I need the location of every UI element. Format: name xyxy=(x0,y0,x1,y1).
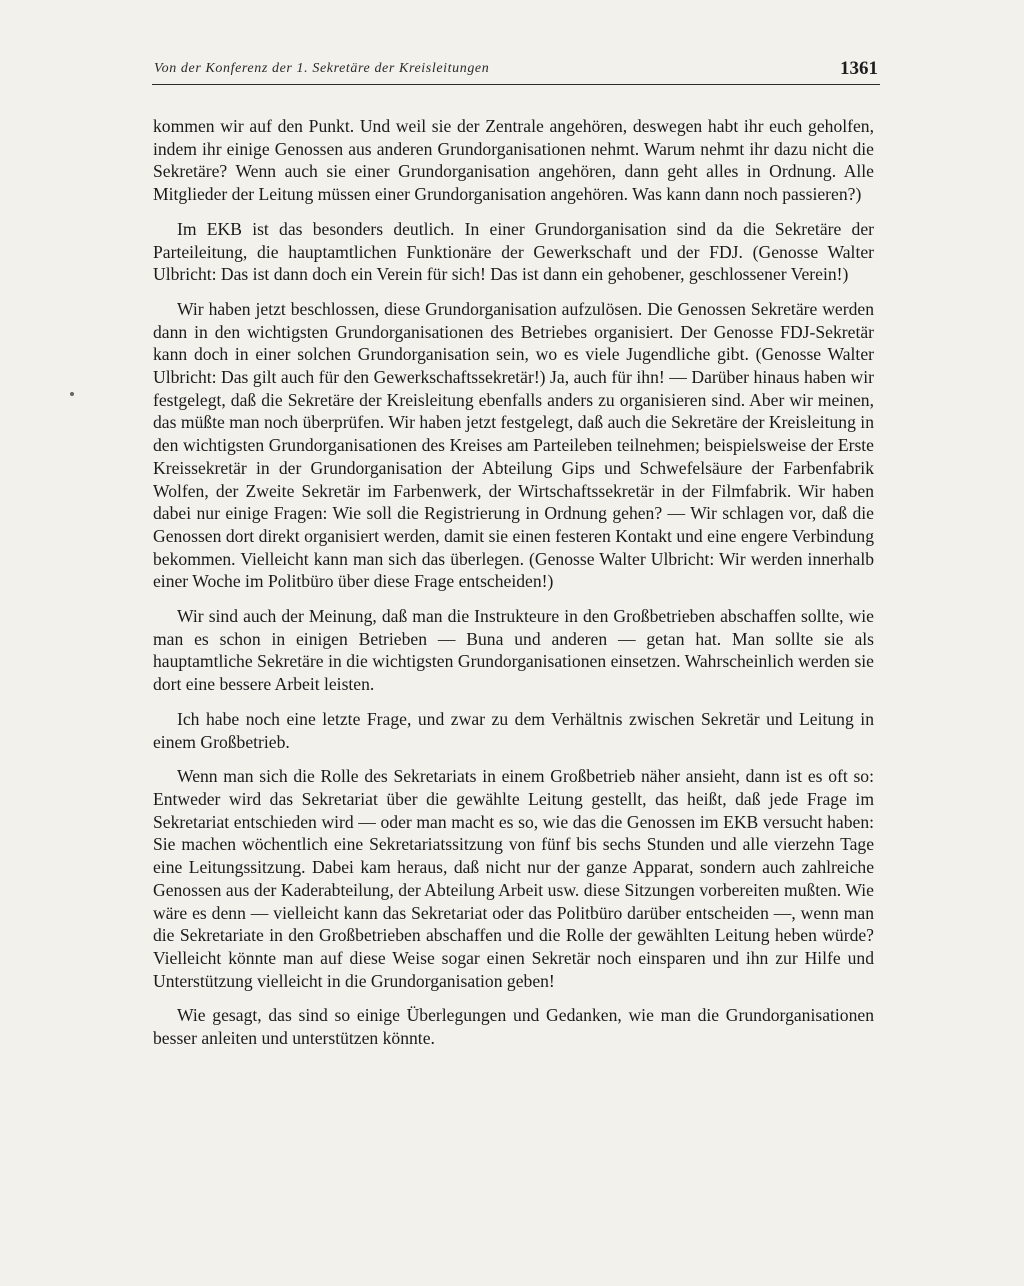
paragraph-2: Im EKB ist das besonders deutlich. In einer Grundorganisation sind da die Sekretäre der Parteileitung, die hauptamtlichen Funktionäre der Gewerkschaft und der FDJ. (Genosse Walter Ulbricht: Das ist dann doch ein Verein für sich! Das ist dann ein gehobener, geschlossener Verein!) xyxy=(153,218,874,285)
paragraph-1: kommen wir auf den Punkt. Und weil sie der Zentrale angehören, deswegen habt ihr euch geholfen, indem ihr einige Genossen aus anderen Grundorganisationen nehmt. Warum nehmt ihr dazu nicht die Sekretäre? Wenn auch sie einer Grundorganisation angehören, dann geht alles in Ordnung. Alle Mitglieder der Leitung müssen einer Grundorganisation angehören. Was kann dann noch passieren?) xyxy=(153,116,874,205)
page-body xyxy=(153,115,874,1050)
running-title: Von der Konferenz der 1. Sekretäre der Kreisleitungen xyxy=(154,61,490,76)
page-number: 1361 xyxy=(840,58,878,79)
paragraph-7: Wie gesagt, das sind so einige Überlegungen und Gedanken, wie man die Grundorganisationen besser anleiten und unterstützen könnte. xyxy=(153,1005,874,1049)
paragraph-3: Wir haben jetzt beschlossen, diese Grundorganisation aufzulösen. Die Genossen Sekretäre werden dann in den wichtigsten Grundorganisationen des Betriebes organisiert. Der Genosse FDJ-Sekretär kann doch in einer solchen Grundorganisation sein, wo es viele Jugendliche gibt. (Genosse Walter Ulbricht: Das gilt auch für den Gewerkschaftssekretär!) Ja, auch für ihn! — Darüber hinaus haben wir festgelegt, daß die Sekretäre der Kreisleitung ebenfalls anders zu organisieren sind. Aber wir meinen, das müßte man noch überprüfen. Wir haben jetzt festgelegt, daß auch die Sekretäre der Kreisleitung in den wichtigsten Grundorganisationen des Kreises am Parteileben teilnehmen; beispielsweise der Erste Kreissekretär in der Grundorganisation der Abteilung Gips und Schwefelsäure der Farbenfabrik Wolfen, der Zweite Sekretär im Farbenwerk, der Wirtschaftssekretär in der Filmfabrik. Wir haben dabei nur einige Fragen: Wie soll die Registrierung in Ordnung gehen? — Wir schlagen vor, daß die Genossen dort direkt organisiert werden, damit sie einen festeren Kontakt und eine engere Verbindung bekommen. Vielleicht kann man sich das überlegen. (Genosse Walter Ulbricht: Wir werden innerhalb einer Woche im Politbüro über diese Frage entscheiden!) xyxy=(153,298,874,592)
scan-speck xyxy=(70,392,74,396)
paragraph-6: Wenn man sich die Rolle des Sekretariats in einem Großbetrieb näher ansieht, dann ist es oft so: Entweder wird das Sekretariat über die gewählte Leitung gestellt, das heißt, daß jede Frage im Sekretariat entschieden wird — oder man macht es so, wie das die Genossen im EKB versucht haben: Sie machen wöchentlich eine Sekretariatssitzung von fünf bis sechs Stunden und alle vierzehn Tage eine Leitungssitzung. Dabei kam heraus, daß nicht nur der ganze Apparat, sondern auch zahlreiche Genossen aus der Kaderabteilung, der Abteilung Arbeit usw. diese Sitzungen vorbereiten mußten. Wie wäre es denn — vielleicht kann das Sekretariat oder das Politbüro darüber entscheiden —, wenn man die Sekretariate in den Großbetrieben abschaffen und die Rolle der gewählten Leitung heben würde? Vielleicht könnte man auf diese Weise sogar einen Sekretär noch einsparen und ihn zur Hilfe und Unterstützung vielleicht in die Grundorganisation geben! xyxy=(153,766,874,991)
paragraph-4: Wir sind auch der Meinung, daß man die Instrukteure in den Großbetrieben abschaffen sollte, wie man es schon in einigen Betrieben — Buna und anderen — getan hat. Man sollte sie als hauptamtliche Sekretäre in die wichtigsten Grundorganisationen einsetzen. Wahrscheinlich werden sie dort eine bessere Arbeit leisten. xyxy=(153,606,874,695)
paragraph-5: Ich habe noch eine letzte Frage, und zwar zu dem Verhältnis zwischen Sekretär und Leitung in einem Großbetrieb. xyxy=(153,708,874,752)
page-header xyxy=(152,58,880,85)
